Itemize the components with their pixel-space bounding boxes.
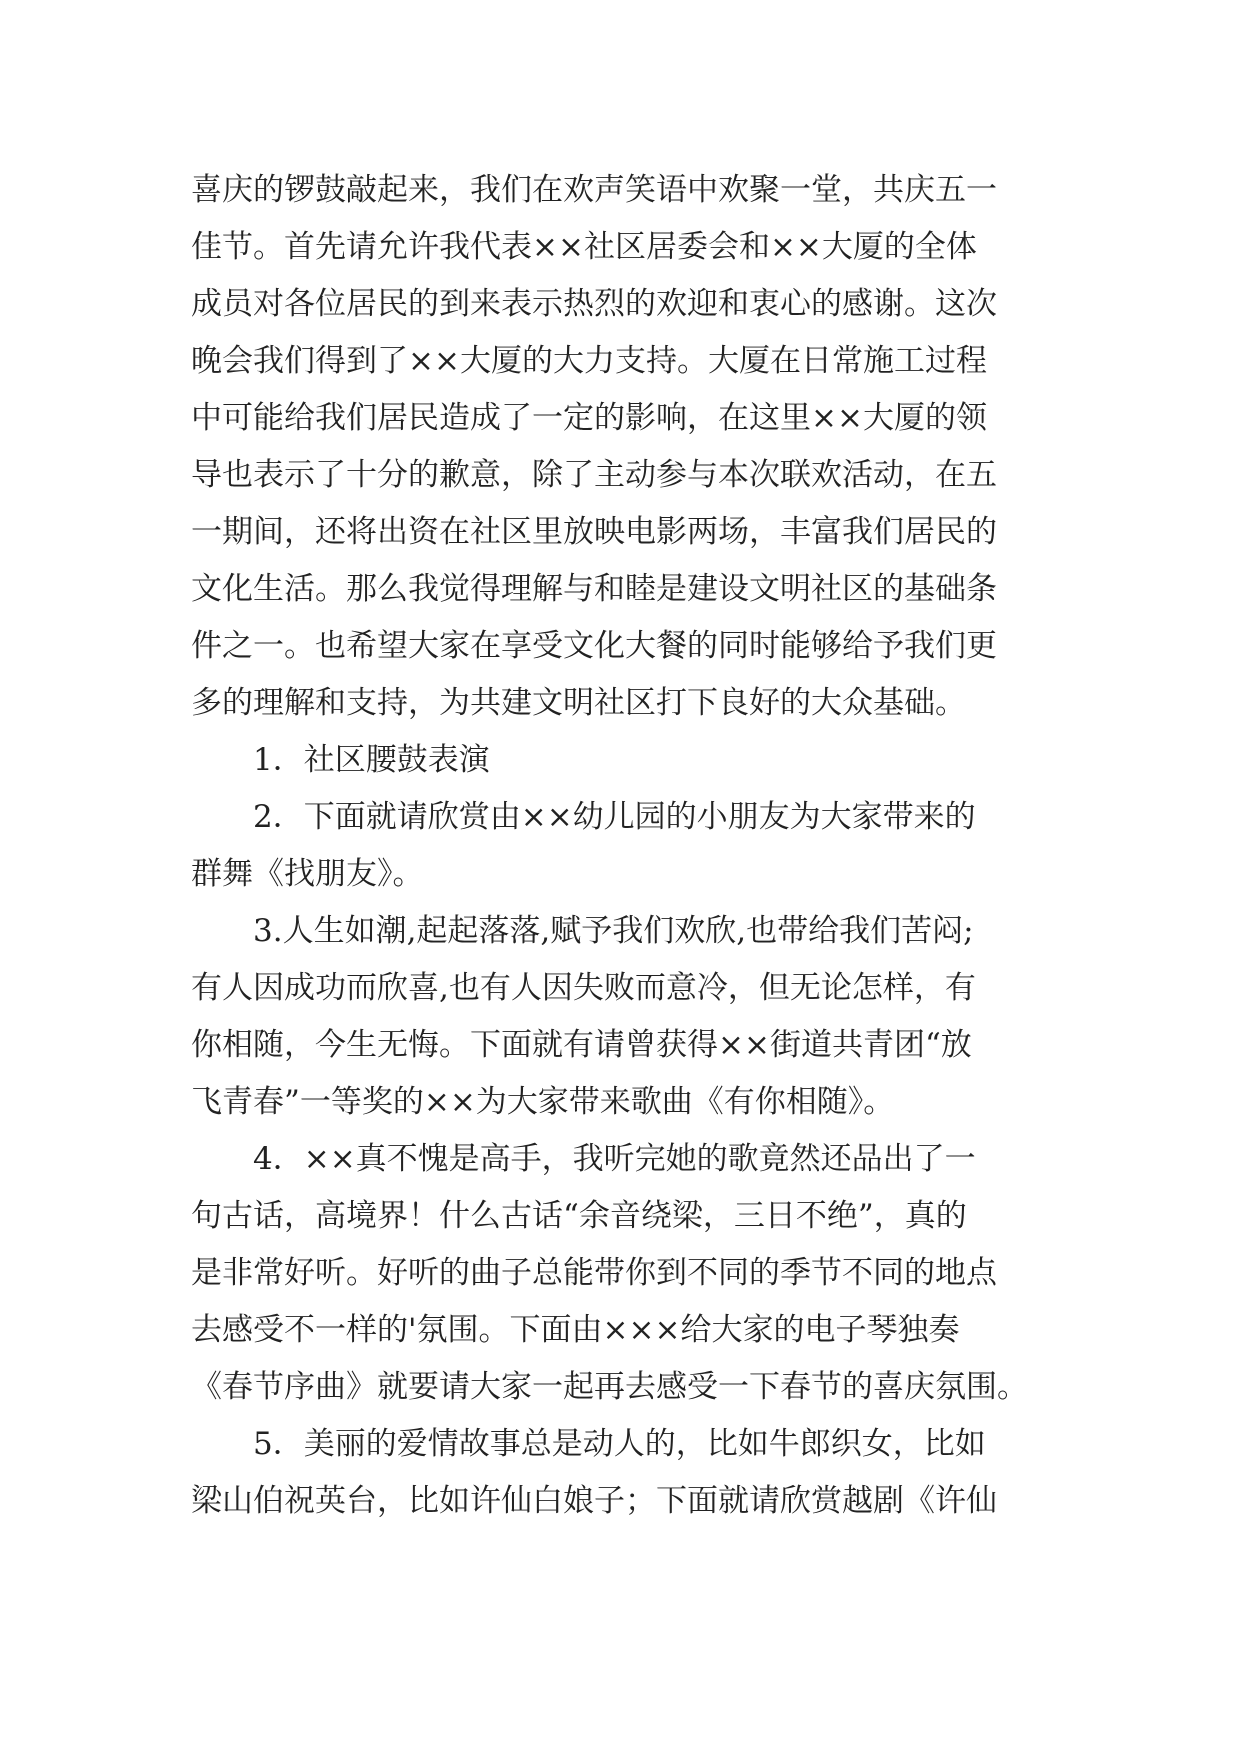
- text-line: 中可能给我们居民造成了一定的影响，在这里××大厦的领: [191, 400, 987, 436]
- text-line: 喜庆的锣鼓敲起来，我们在欢声笑语中欢聚一堂，共庆五一: [191, 172, 997, 208]
- text-line: 导也表示了十分的歉意，除了主动参与本次联欢活动，在五: [191, 457, 997, 493]
- text-line: 成员对各位居民的到来表示热烈的欢迎和衷心的感谢。这次: [191, 286, 997, 322]
- text-line: 句古话，高境界！什么古话“余音绕梁，三日不绝”，真的: [191, 1198, 967, 1234]
- text-line: 有人因成功而欣喜,也有人因失败而意冷，但无论怎样，有: [191, 970, 976, 1006]
- text-line: 梁山伯祝英台，比如许仙白娘子；下面就请欣赏越剧《许仙: [191, 1483, 997, 1519]
- text-line: 晚会我们得到了××大厦的大力支持。大厦在日常施工过程: [191, 343, 987, 379]
- text-line: 去感受不一样的'氛围。下面由×××给大家的电子琴独奏: [191, 1312, 960, 1348]
- list-item-5: 5．美丽的爱情故事总是动人的，比如牛郎织女，比如: [253, 1426, 986, 1462]
- text-line: 是非常好听。好听的曲子总能带你到不同的季节不同的地点: [191, 1255, 997, 1291]
- text-line: 多的理解和支持，为共建文明社区打下良好的大众基础。: [191, 685, 966, 721]
- list-item-1: 1．社区腰鼓表演: [253, 742, 490, 778]
- document-body: [191, 162, 1051, 1530]
- text-line: 飞青春”一等奖的××为大家带来歌曲《有你相随》。: [191, 1084, 895, 1120]
- text-line: 一期间，还将出资在社区里放映电影两场，丰富我们居民的: [191, 514, 997, 550]
- list-item-3: 3.人生如潮,起起落落,赋予我们欢欣,也带给我们苦闷;: [253, 913, 974, 949]
- text-line: 件之一。也希望大家在享受文化大餐的同时能够给予我们更: [191, 628, 997, 664]
- list-item-2: 2．下面就请欣赏由××幼儿园的小朋友为大家带来的: [253, 799, 976, 835]
- text-line: 群舞《找朋友》。: [191, 856, 424, 892]
- text-line: 文化生活。那么我觉得理解与和睦是建设文明社区的基础条: [191, 571, 997, 607]
- text-line: 《春节序曲》就要请大家一起再去感受一下春节的喜庆氛围。: [191, 1369, 1028, 1405]
- text-line: 你相随，今生无悔。下面就有请曾获得××街道共青团“放: [191, 1027, 972, 1063]
- text-line: 佳节。首先请允许我代表××社区居委会和××大厦的全体: [191, 229, 977, 265]
- list-item-4: 4．××真不愧是高手，我听完她的歌竟然还品出了一: [253, 1141, 976, 1177]
